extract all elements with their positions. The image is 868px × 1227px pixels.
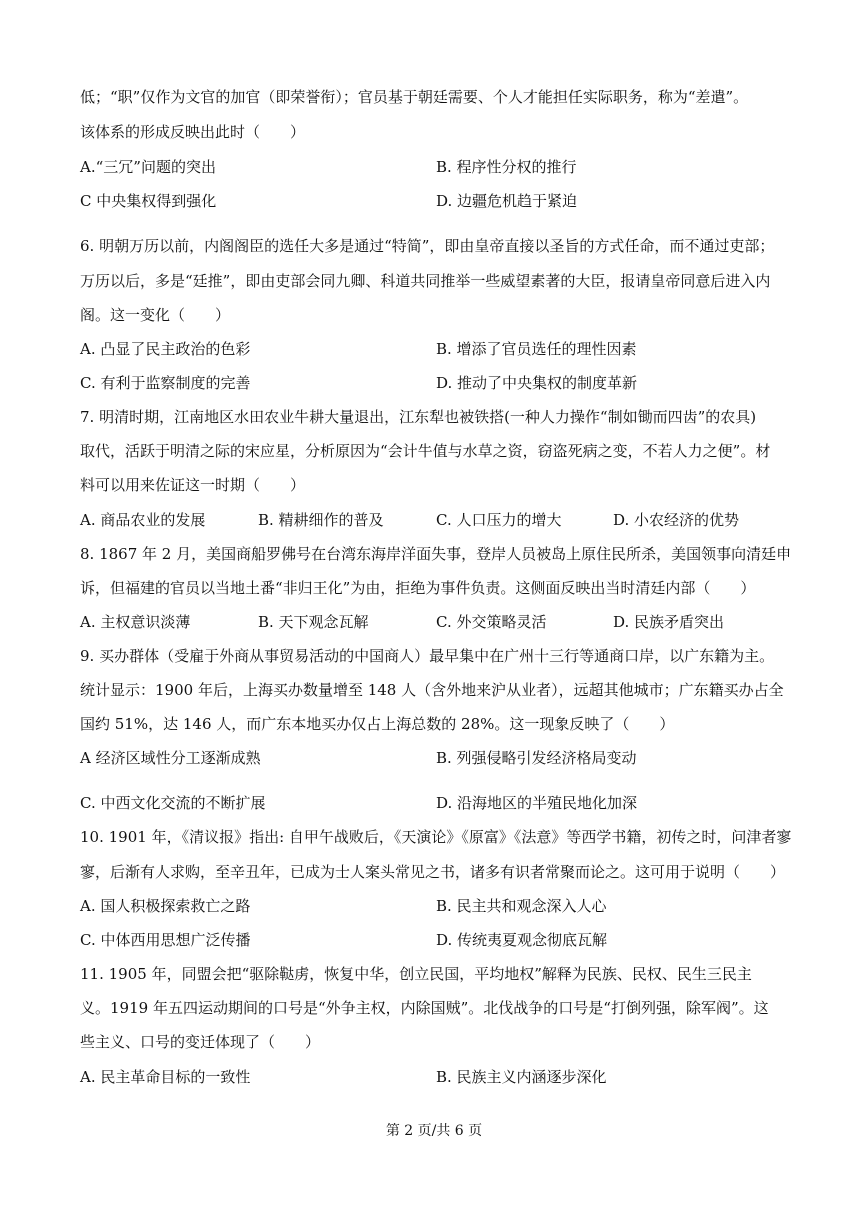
- question-6-option-c: C. 有利于监察制度的完善: [80, 374, 251, 392]
- question-10-option-c: C. 中体西用思想广泛传播: [80, 931, 251, 949]
- question-9-option-d: D. 沿海地区的半殖民地化加深: [436, 794, 638, 812]
- question-9-option-b: B. 列强侵略引发经济格局变动: [436, 749, 637, 767]
- question-10-option-d: D. 传统夷夏观念彻底瓦解: [436, 931, 608, 949]
- question-5-option-d: D. 边疆危机趋于紧迫: [436, 192, 578, 210]
- question-11-stem-line: 义。1919 年五四运动期间的口号是“外争主权，内除国贼”。北伐战争的口号是“打倒列强，除军阀”。这: [80, 999, 769, 1017]
- question-9-option-c: C. 中西文化交流的不断扩展: [80, 794, 266, 812]
- question-8-stem-line: 8. 1867 年 2 月，美国商船罗佛号在台湾东海岸洋面失事，登岸人员被岛上原住民所杀，美国领事向清廷申: [80, 545, 792, 563]
- question-11-stem-line: 些主义、口号的变迁体现了（ ）: [80, 1033, 321, 1051]
- question-5-option-b: B. 程序性分权的推行: [436, 158, 577, 176]
- question-8-option-d: D. 民族矛盾突出: [613, 613, 725, 631]
- question-8-option-a: A. 主权意识淡薄: [80, 613, 191, 631]
- question-5-option-a: A.“三冗”问题的突出: [80, 158, 216, 176]
- question-8-option-c: C. 外交策略灵活: [436, 613, 547, 631]
- question-10-stem-line: 寥，后渐有人求购，至辛丑年，已成为士人案头常见之书，诸多有识者常聚而论之。这可用于说明（ ）: [80, 863, 786, 881]
- question-7-option-b: B. 精耕细作的普及: [258, 511, 384, 529]
- question-9-stem-line: 国约 51%，达 146 人，而广东本地买办仅占上海总数的 28%。这一现象反映了（ ）: [80, 715, 675, 733]
- question-6-option-b: B. 增添了官员选任的理性因素: [436, 340, 637, 358]
- question-6-stem-line: 万历以后，多是“廷推”，即由吏部会同九卿、科道共同推举一些威望素著的大臣，报请皇帝同意后进入内: [80, 272, 771, 290]
- question-6-stem-line: 阁。这一变化（ ）: [80, 306, 231, 324]
- question-6-option-a: A. 凸显了民主政治的色彩: [80, 340, 251, 358]
- question-9-stem-line: 统计显示：1900 年后，上海买办数量增至 148 人（含外地来沪从业者），远超其他城市；广东籍买办占全: [80, 681, 784, 699]
- question-9-stem-line: 9. 买办群体（受雇于外商从事贸易活动的中国商人）最早集中在广州十三行等通商口岸，以广东籍为主。: [80, 647, 775, 665]
- question-7-stem-line: 7. 明清时期，江南地区水田农业牛耕大量退出，江东犁也被铁搭(一种人力操作“制如锄而四齿”的农具): [80, 408, 757, 426]
- question-7-option-d: D. 小农经济的优势: [613, 511, 740, 529]
- question-11-option-a: A. 民主革命目标的一致性: [80, 1068, 251, 1086]
- question-10-stem-line: 10. 1901 年，《清议报》指出: 自甲午战败后，《天演论》《原富》《法意》等西学书籍，初传之时，问津者寥: [80, 828, 792, 846]
- question-5-option-c: C 中央集权得到强化: [80, 192, 217, 210]
- page-number-footer: 第 2 页/共 6 页: [385, 1123, 483, 1139]
- question-10-option-b: B. 民主共和观念深入人心: [436, 897, 607, 915]
- question-7-option-c: C. 人口压力的增大: [436, 511, 562, 529]
- question-10-option-a: A. 国人积极探索救亡之路: [80, 897, 251, 915]
- question-9-option-a: A 经济区域性分工逐渐成熟: [80, 749, 261, 767]
- question-7-option-a: A. 商品农业的发展: [80, 511, 206, 529]
- question-8-option-b: B. 天下观念瓦解: [258, 613, 369, 631]
- question-11-stem-line: 11. 1905 年，同盟会把“驱除鞑虏，恢复中华，创立民国，平均地权”解释为民族、民权、民生三民主: [80, 965, 752, 983]
- question-7-stem-line: 料可以用来佐证这一时期（ ）: [80, 476, 306, 494]
- question-11-option-b: B. 民族主义内涵逐步深化: [436, 1068, 607, 1086]
- question-6-stem-line: 6. 明朝万历以前，内阁阁臣的选任大多是通过“特简”，即由皇帝直接以圣旨的方式任命，而不通过吏部；: [80, 237, 775, 255]
- question-5-stem-line: 低；“职”仅作为文官的加官（即荣誉衔）；官员基于朝廷需要、个人才能担任实际职务，称为“差遣”。: [80, 88, 749, 106]
- question-7-stem-line: 取代，活跃于明清之际的宋应星，分析原因为“会计牛值与水草之资，窃盗死病之变，不若人力之便”。材: [80, 442, 771, 460]
- question-5-stem-line: 该体系的形成反映出此时（ ）: [80, 123, 306, 141]
- question-8-stem-line: 诉，但福建的官员以当地土番“非归王化”为由，拒绝为事件负责。这侧面反映出当时清廷内部（ ）: [80, 579, 756, 597]
- question-6-option-d: D. 推动了中央集权的制度革新: [436, 374, 638, 392]
